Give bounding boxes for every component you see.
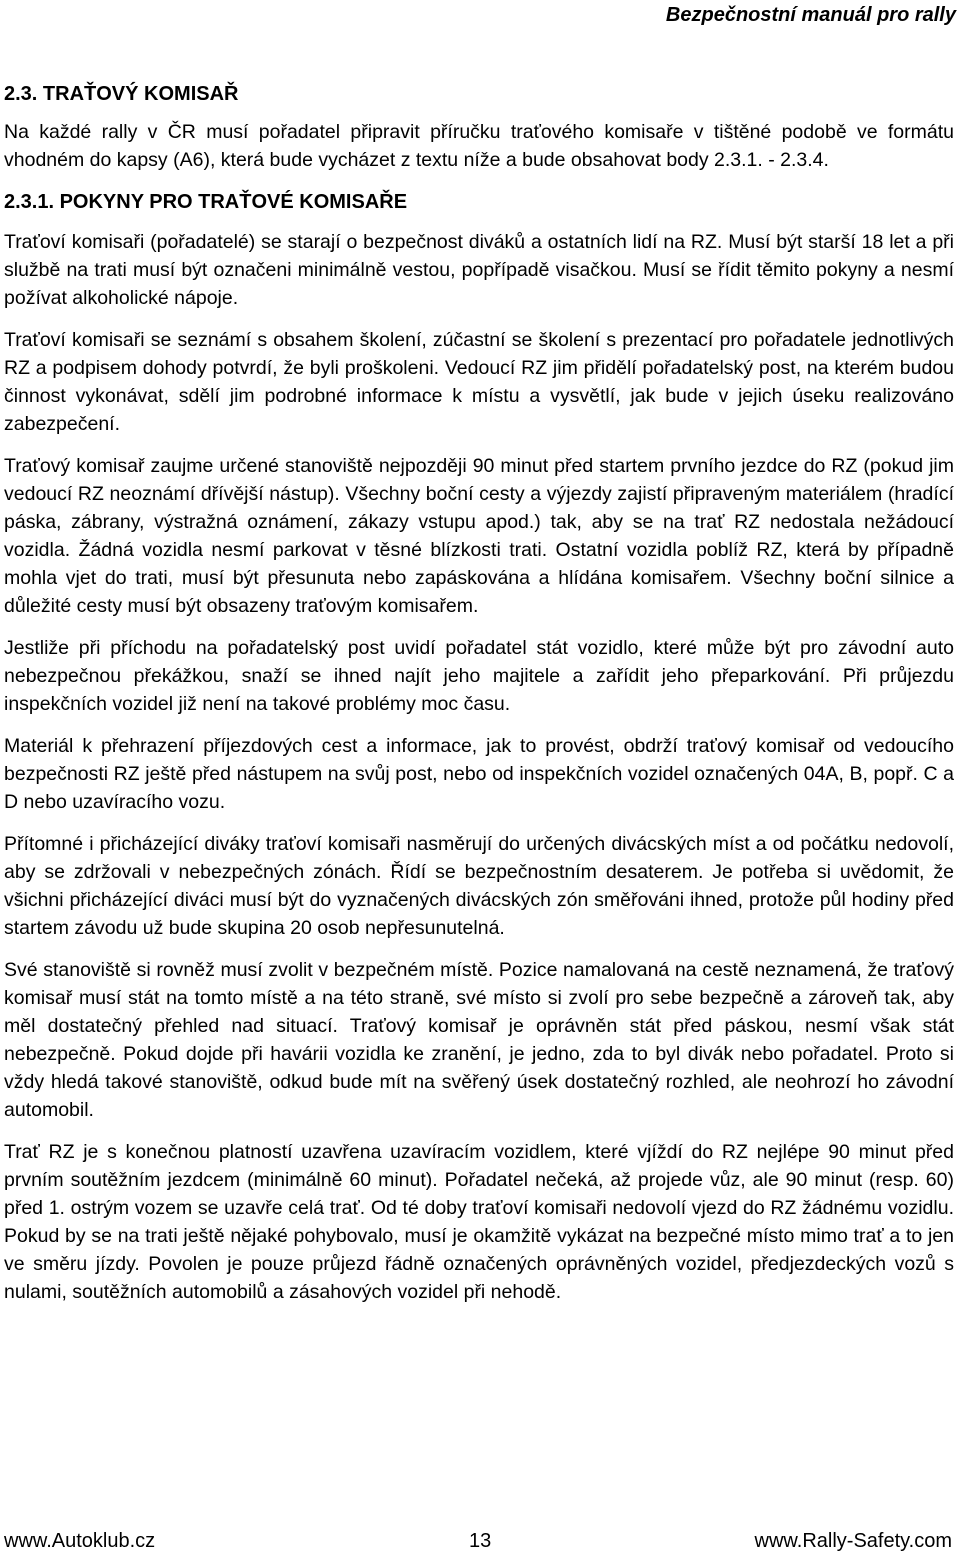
- subsection-heading: 2.3.1. POKYNY PRO TRAŤOVÉ KOMISAŘE: [4, 191, 408, 213]
- footer-link-autoklub[interactable]: www.Autoklub.cz: [4, 1530, 156, 1552]
- document-body: [4, 80, 954, 1320]
- paragraph-1: Traťoví komisaři (pořadatelé) se starají o bezpečnost diváků a ostatních lidí na RZ. Musí být starší 18 let a při službě na trati musí být označeni minimálně vestou, popřípadě visačkou. Musí se řídit těmito pokyny a nesmí požívat alkoholické nápoje.: [4, 231, 954, 309]
- footer-link-rally-safety[interactable]: www.Rally-Safety.com: [754, 1530, 952, 1552]
- section-heading: 2.3. TRAŤOVÝ KOMISAŘ: [4, 83, 239, 105]
- paragraph-5: Materiál k přehrazení příjezdových cest a informace, jak to provést, obdrží traťový komisař od vedoucího bezpečnosti RZ ještě před nástupem na svůj post, nebo od inspekčních vozidel označených 04A, B, popř. C a D nebo uzavíracího vozu.: [4, 735, 954, 813]
- paragraph-3: Traťový komisař zaujme určené stanoviště nejpozději 90 minut před startem prvního jezdce do RZ (pokud jim vedoucí RZ neoznámí dřívější nástup). Všechny boční cesty a výjezdy zajistí připraveným materiálem (hradící páska, zábrany, výstražná oznámení, zákazy vstupu apod.) tak, aby se na trať RZ nedostala nežádoucí vozidla. Žádná vozidla nesmí parkovat v těsné blízkosti trati. Ostatní vozidla poblíž RZ, která by případně mohla vjet do trati, musí být přesunuta nebo zapáskována a hlídána komisařem. Všechny boční silnice a důležité cesty musí být obsazeny traťovým komisařem.: [4, 455, 954, 617]
- paragraph-8: Trať RZ je s konečnou platností uzavřena uzavíracím vozidlem, které vjíždí do RZ nejlépe 90 minut před prvním soutěžním jezdcem (minimálně 60 minut). Pořadatel nečeká, až projede vůz, ale 90 minut (resp. 60) před 1. ostrým vozem se uzavře celá trať. Od té doby traťoví komisaři nedovolí vjezd do RZ žádnému vozidlu. Pokud by se na trati ještě nějaké pohybovalo, musí je okamžitě vykázat na bezpečné místo mimo trať a to jen ve směru jízdy. Povolen je pouze průjezd řádně označených oprávněných vozidel, předjezdeckých vozů s nulami, soutěžních automobilů a zásahových vozidel při nehodě.: [4, 1141, 954, 1303]
- paragraph-6: Přítomné i přicházející diváky traťoví komisaři nasměrují do určených divácských míst a od počátku nedovolí, aby se zdržovali v nebezpečných zónách. Řídí se bezpečnostním desaterem. Je potřeba si uvědomit, že všichni přicházející diváci musí být do vyznačených divácských zón směřováni ihned, protože půl hodiny před startem závodu už bude skupina 20 osob nepřesunutelná.: [4, 833, 954, 939]
- page-footer: [4, 1527, 952, 1555]
- paragraph-7: Své stanoviště si rovněž musí zvolit v bezpečném místě. Pozice namalovaná na cestě neznamená, že traťový komisař musí stát na tomto místě a na této straně, své místo si zvolí pro sebe bezpečně a zároveň tak, aby měl dostatečný přehled nad situací. Traťový komisař je oprávněn stát před páskou, nesmí však stát nebezpečně. Pokud dojde při havárii vozidla ke zranění, je jedno, zda to byl divák nebo pořadatel. Proto si vždy hledá takové stanoviště, odkud bude mít na svěřený úsek dostatečný rozhled, ale neohrozí ho závodní automobil.: [4, 959, 954, 1121]
- page-number: 13: [469, 1530, 492, 1552]
- running-header: Bezpečnostní manuál pro rally: [665, 4, 956, 26]
- paragraph-4: Jestliže při příchodu na pořadatelský post uvidí pořadatel stát vozidlo, které může být pro závodní auto nebezpečnou překážkou, snaží se ihned najít jeho majitele a zařídit jeho přeparkování. Při průjezdu inspekčních vozidel již není na takové problémy moc času.: [4, 637, 954, 715]
- paragraph-2: Traťoví komisaři se seznámí s obsahem školení, zúčastní se školení s prezentací pro pořadatele jednotlivých RZ a podpisem dohody potvrdí, že byli proškoleni. Vedoucí RZ jim přidělí pořadatelský post, na kterém budou činnost vykonávat, sdělí jim podrobné informace k místu a vysvětlí, jak bude v jejich úseku realizováno zabezpečení.: [4, 329, 954, 435]
- intro-paragraph: Na každé rally v ČR musí pořadatel připravit příručku traťového komisaře v tištěné podobě ve formátu vhodném do kapsy (A6), která bude vycházet z textu níže a bude obsahovat body 2.3.1. - 2.3.4.: [4, 121, 954, 171]
